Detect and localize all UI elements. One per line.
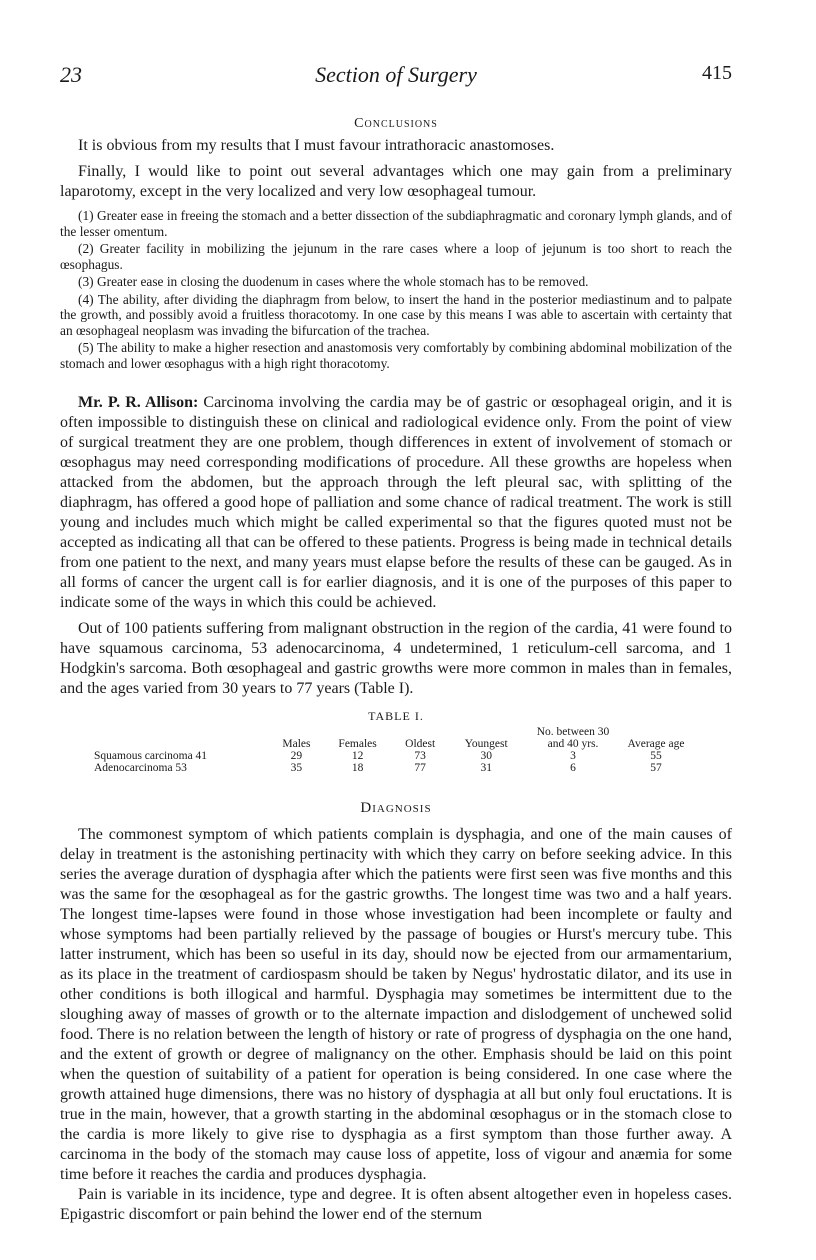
- table-header-cell: Males: [282, 738, 311, 750]
- table-cell: 6: [570, 762, 576, 774]
- table-cell: 18: [351, 762, 364, 774]
- table-cell: 29: [290, 750, 303, 762]
- table-header-cell: Youngest: [464, 738, 508, 750]
- advantage-item-1: (1) Greater ease in freeing the stomach and a better dissection of the subdiaphragmatic and coronary lymph glands, and of the lesser omentum.: [60, 208, 732, 239]
- table-1: [90, 726, 690, 774]
- speaker-name: Mr. P. R. Allison:: [78, 394, 199, 411]
- running-header: [60, 62, 732, 102]
- advantage-item-2: (2) Greater facility in mobilizing the jejunum in the rare cases where a loop of jejunum is too short to reach the œsophagus.: [60, 241, 732, 272]
- table-cell: 30: [480, 750, 492, 762]
- conclusions-paragraph-1: It is obvious from my results that I must favour intrathoracic anastomoses.: [78, 137, 555, 154]
- table-cell: 77: [414, 762, 426, 774]
- diagnosis-paragraph-1: The commonest symptom of which patients complain is dysphagia, and one of the main causes of delay in treatment is the astonishing pertinacity with which they carry on before seeking advice. In this series the average duration of dysphagia after which the patients were first seen was five months and this was the same for the œsophageal as for the gastric growths. The longest time was two and a half years. The longest time-lapses were found in those whose investigation had been incomplete or faulty and whose symptoms had been partially relieved by the passage of bougies or Hurst's mercury tube. This latter instrument, which has been so useful in its day, should now be ejected from our armamentarium, as its place in the treatment of cardiospasm should be taken by Negus' hydrostatic dilator, and its use in other conditions is both illogical and harmful. Dysphagia may sometimes be intermittent due to the sloughing away of masses of growth or to the alternate impaction and dislodgement of unchewed solid food. There is no relation between the length of history or rate of progress of dysphagia on the one hand, and the extent of growth or degree of malignancy on the other. Emphasis should be laid on this point when the question of suitability of a patient for operation is being considered. In one case where the growth attained huge dimensions, there was no history of dysphagia at all but only foul eructations. It is true in the main, however, that a growth starting in the abdominal œsophagus or in the stomach close to the cardia is more likely to give rise to dysphagia as a first symptom than those further away. A carcinoma in the body of the stomach may cause loss of appetite, loss of vigour and anæmia for some time before it reaches the cardia and produces dysphagia.: [60, 826, 732, 1183]
- table-cell: 31: [480, 762, 492, 774]
- table-header-cell: No. between 30 and 40 yrs.: [536, 726, 610, 750]
- table-row: [90, 750, 690, 762]
- table-header-cell: Females: [338, 738, 377, 750]
- diagnosis-paragraph-2: Pain is variable in its incidence, type and degree. It is often absent altogether even in hopeless cases. Epigastric discomfort or pain behind the lower end of the sternum: [60, 1186, 732, 1223]
- table-cell: 55: [650, 750, 662, 762]
- conclusions-heading: Conclusions: [354, 116, 438, 131]
- allison-paragraph-1-text: Carcinoma involving the cardia may be of gastric or œsophageal origin, and it is often impossible to distinguish these on clinical and radiological evidence only. From the point of view of surgical treatment they are one problem, though differences in extent of involvement of stomach or œsophagus may need corresponding modifications of procedure. All these growths are hopeless when attacked from the abdomen, but the approach through the left pleural sac, with splitting of the diaphragm, has offered a good hope of palliation and some chance of radical treatment. The work is still young and includes much which might be called experimental so that the figures quoted must not be accepted as indicating all that can be offered to these patients. Progress is being made in technical details from one patient to the next, and many years must elapse before the results of these can be gauged. As in all forms of cancer the urgent call is for earlier diagnosis, and it is one of the purposes of this paper to indicate some of the ways in which this could be achieved.: [60, 394, 733, 611]
- table-cell: 35: [290, 762, 303, 774]
- table-cell: 73: [414, 750, 426, 762]
- table-caption: TABLE I.: [368, 709, 424, 723]
- allison-paragraph-1: [60, 393, 732, 613]
- table-row-label: Adenocarcinoma 53: [94, 762, 187, 774]
- advantage-item-3: (3) Greater ease in closing the duodenum in cases where the whole stomach has to be removed.: [78, 274, 589, 289]
- header-left-number: 23: [60, 62, 82, 87]
- conclusions-paragraph-2: Finally, I would like to point out several advantages which one may gain from a preliminary laparotomy, except in the very localized and very low œsophageal tumour.: [60, 163, 732, 200]
- advantage-item-5: (5) The ability to make a higher resection and anastomosis very comfortably by combining abdominal mobilization of the stomach and lower œsophagus with a high right thoracotomy.: [60, 340, 732, 371]
- table-header-cell: [90, 726, 270, 750]
- page-number: 415: [702, 62, 732, 84]
- table-cell: 12: [351, 750, 364, 762]
- table-cell: 57: [650, 762, 662, 774]
- advantage-item-4: (4) The ability, after dividing the diaphragm from below, to insert the hand in the posterior mediastinum and to palpate the growth, and possibly avoid a fruitless thoracotomy. In one case by this means I was able to ascertain with certainty that an œsophageal neoplasm was invading the bifurcation of the trachea.: [60, 291, 732, 338]
- table-header-row: [90, 726, 690, 750]
- diagnosis-heading: Diagnosis: [360, 800, 432, 816]
- page: [60, 62, 732, 1225]
- allison-paragraph-2: Out of 100 patients suffering from malignant obstruction in the region of the cardia, 41 were found to have squamous carcinoma, 53 adenocarcinoma, 4 undetermined, 1 reticulum-cell sarcoma, and 1 Hodgkin's sarcoma. Both œsophageal and gastric growths were more common in males than in females, and the ages varied from 30 years to 77 years (Table I).: [60, 620, 732, 697]
- section-title: Section of Surgery: [315, 62, 477, 87]
- table-row: [90, 762, 690, 774]
- table-cell: 3: [570, 750, 576, 762]
- table-header-cell: Oldest: [405, 738, 436, 750]
- table-header-cell: Average age: [627, 738, 685, 750]
- table-row-label: Squamous carcinoma 41: [94, 750, 208, 762]
